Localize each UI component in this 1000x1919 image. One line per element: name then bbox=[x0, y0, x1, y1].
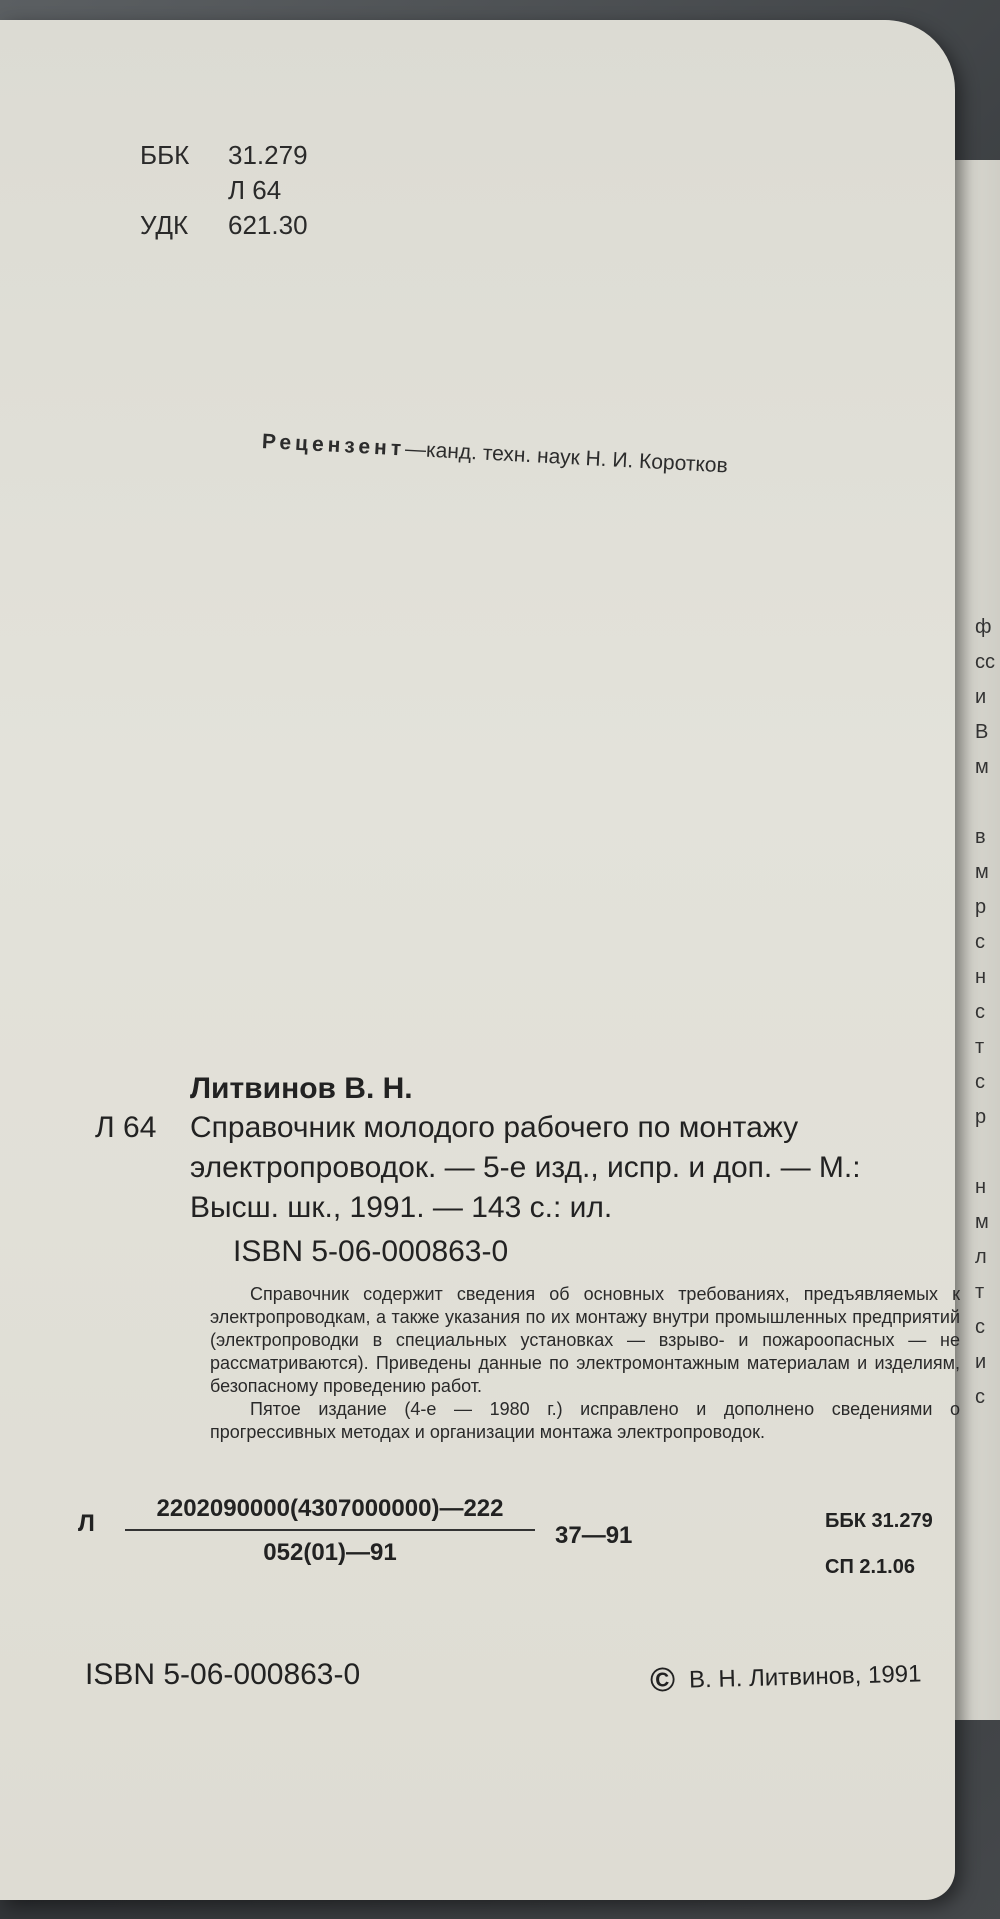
edge-letter: с bbox=[975, 931, 985, 953]
bbk-value: 31.279 bbox=[228, 140, 308, 170]
udk-label: УДК bbox=[140, 210, 189, 240]
edge-letter: м bbox=[975, 756, 989, 778]
abstract-paragraph-2: Пятое издание (4-е — 1980 г.) исправлено и дополнено сведениями о прогрессивных методах и организации монтажа электропроводок. bbox=[210, 1399, 960, 1442]
title-line-3: Высш. шк., 1991. — 143 с.: ил. bbox=[190, 1191, 613, 1224]
adjacent-page-letters bbox=[975, 610, 1000, 1415]
edge-letter: с bbox=[975, 1071, 985, 1093]
title-line-2: электропроводок. — 5-е изд., испр. и доп. — М.: bbox=[190, 1151, 861, 1184]
publishing-numerator: 2202090000(4307000000)—222 bbox=[125, 1495, 535, 1531]
publishing-series: 37—91 bbox=[555, 1522, 633, 1549]
edge-letter: т bbox=[975, 1036, 985, 1058]
udk-value: 621.30 bbox=[228, 210, 308, 240]
publishing-sp: СП 2.1.06 bbox=[825, 1556, 915, 1578]
edge-letter: с bbox=[975, 1316, 985, 1338]
edge-letter: м bbox=[975, 1211, 989, 1233]
footer-isbn: ISBN 5-06-000863-0 bbox=[85, 1658, 361, 1691]
publishing-fraction bbox=[125, 1495, 535, 1567]
author-mark: Л 64 bbox=[228, 175, 282, 205]
edge-letter bbox=[975, 1135, 1000, 1170]
publishing-denominator: 052(01)—91 bbox=[263, 1539, 397, 1566]
abstract-paragraph-1: Справочник содержит сведения об основных требованиях, предъявляемых к электропроводкам, а также указания по их монтажу внутри промышленных предприятий (электропроводки в специальных установках — взрыво- и пожароопасных — не рассматриваются). Приведены данные по электромонтажным материалам и изделиям, безопасному проведению работ. bbox=[210, 1284, 960, 1396]
abstract bbox=[210, 1283, 960, 1444]
edge-letter: л bbox=[975, 1246, 987, 1268]
edge-letter: В bbox=[975, 721, 989, 743]
edge-letter: н bbox=[975, 1176, 987, 1198]
bibliographic-entry bbox=[95, 1108, 955, 1228]
reviewer-label: Рецензент bbox=[261, 430, 406, 461]
edge-letter: р bbox=[975, 896, 987, 918]
edge-letter bbox=[975, 785, 1000, 820]
title-line-1: Справочник молодого рабочего по монтажу bbox=[190, 1111, 799, 1144]
publishing-index-block bbox=[825, 1498, 933, 1590]
edge-letter: ф bbox=[975, 616, 992, 638]
classification-block bbox=[140, 138, 308, 243]
edge-letter: и bbox=[975, 1351, 987, 1373]
edge-letter: и bbox=[975, 686, 987, 708]
bbk-label: ББК bbox=[140, 140, 190, 170]
bbk-row bbox=[140, 138, 308, 173]
bib-code: Л 64 bbox=[95, 1111, 157, 1144]
copyright-line bbox=[650, 1654, 922, 1700]
edge-letter: с bbox=[975, 1386, 985, 1408]
udk-row bbox=[140, 208, 308, 243]
edge-letter: н bbox=[975, 966, 987, 988]
publishing-bbk: ББК 31.279 bbox=[825, 1510, 933, 1532]
reviewer-text: —канд. техн. наук Н. И. Коротков bbox=[404, 437, 729, 478]
edge-letter: сс bbox=[975, 651, 995, 673]
edge-letter: с bbox=[975, 1001, 985, 1023]
edge-letter: м bbox=[975, 861, 989, 883]
copyright-icon: © bbox=[649, 1660, 676, 1700]
copyright-text: В. Н. Литвинов, 1991 bbox=[688, 1660, 922, 1694]
book-page bbox=[0, 20, 955, 1900]
edge-letter: т bbox=[975, 1281, 985, 1303]
edge-letter: р bbox=[975, 1106, 987, 1128]
isbn-entry: ISBN 5-06-000863-0 bbox=[233, 1235, 509, 1268]
author-mark-row bbox=[140, 173, 308, 208]
edge-letter: в bbox=[975, 826, 986, 848]
author-name: Литвинов В. Н. bbox=[190, 1072, 413, 1105]
publishing-letter: Л bbox=[78, 1510, 95, 1537]
